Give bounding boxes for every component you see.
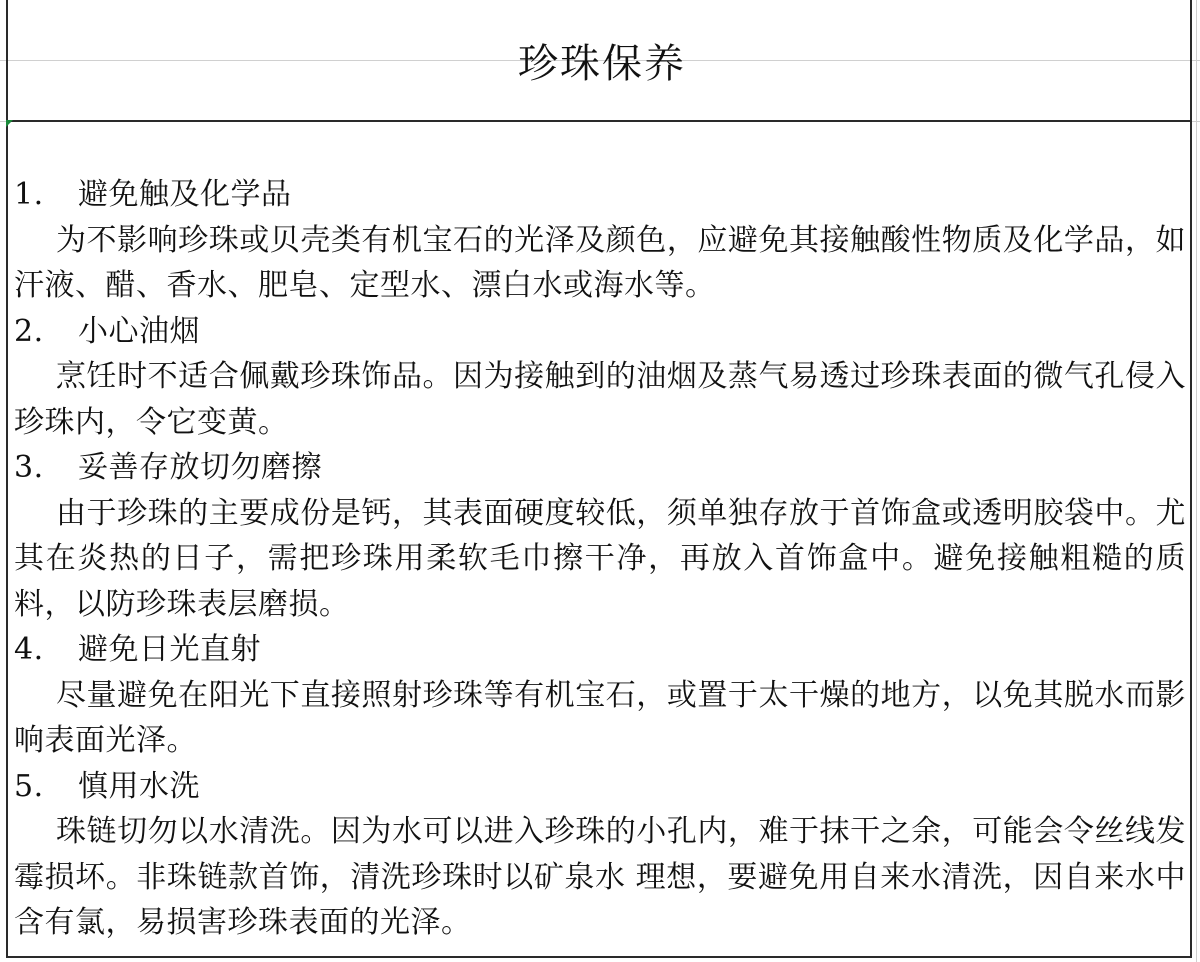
section-body: 珠链切勿以水清洗。因为水可以进入珍珠的小孔内，难于抹干之余，可能会令丝线发霉损坏。非珠链款首饰，清洗珍珠时以矿泉水 理想，要避免用自来水清洗，因自来水中含有氯，易损害珍珠表面的光泽。 bbox=[14, 814, 1186, 940]
section-body: 为不影响珍珠或贝壳类有机宝石的光泽及颜色，应避免其接触酸性物质及化学品，如汗液、醋、香水、肥皂、定型水、漂白水或海水等。 bbox=[14, 222, 1186, 303]
section-number: 4. bbox=[14, 632, 44, 667]
title-cell[interactable] bbox=[8, 0, 1190, 122]
section-number: 5. bbox=[14, 768, 44, 804]
section-sunlight bbox=[14, 627, 1186, 764]
content-cell[interactable] bbox=[14, 172, 1186, 946]
section-number: 1. bbox=[14, 177, 44, 212]
section-body: 尽量避免在阳光下直接照射珍珠等有机宝石，或置于太干燥的地方，以免其脱水而影响表面光泽。 bbox=[14, 677, 1186, 758]
section-storage bbox=[14, 445, 1186, 627]
merged-cell-frame bbox=[6, 0, 1192, 958]
section-number: 2. bbox=[14, 313, 44, 349]
section-oil-smoke bbox=[14, 309, 1186, 446]
section-heading-text: 小心油烟 bbox=[78, 313, 200, 349]
section-heading-text: 妥善存放切勿磨擦 bbox=[78, 450, 322, 485]
cell-comment-marker-icon bbox=[6, 120, 13, 127]
section-heading bbox=[14, 627, 1186, 673]
section-chemicals bbox=[14, 172, 1186, 309]
section-heading bbox=[14, 764, 1186, 810]
section-heading-text: 避免日光直射 bbox=[78, 632, 261, 667]
gridline bbox=[1196, 0, 1197, 962]
section-heading bbox=[14, 445, 1186, 491]
page-title: 珍珠保养 bbox=[518, 40, 686, 87]
section-heading-text: 慎用水洗 bbox=[78, 768, 200, 804]
section-heading-text: 避免触及化学品 bbox=[78, 177, 292, 212]
section-washing bbox=[14, 764, 1186, 946]
section-heading bbox=[14, 309, 1186, 355]
section-heading bbox=[14, 172, 1186, 218]
section-number: 3. bbox=[14, 450, 44, 485]
section-body: 烹饪时不适合佩戴珍珠饰品。因为接触到的油烟及蒸气易透过珍珠表面的微气孔侵入珍珠内，令它变黄。 bbox=[14, 359, 1186, 440]
section-body: 由于珍珠的主要成份是钙，其表面硬度较低，须单独存放于首饰盒或透明胶袋中。尤其在炎热的日子，需把珍珠用柔软毛巾擦干净，再放入首饰盒中。避免接触粗糙的质料，以防珍珠表层磨损。 bbox=[14, 495, 1186, 622]
